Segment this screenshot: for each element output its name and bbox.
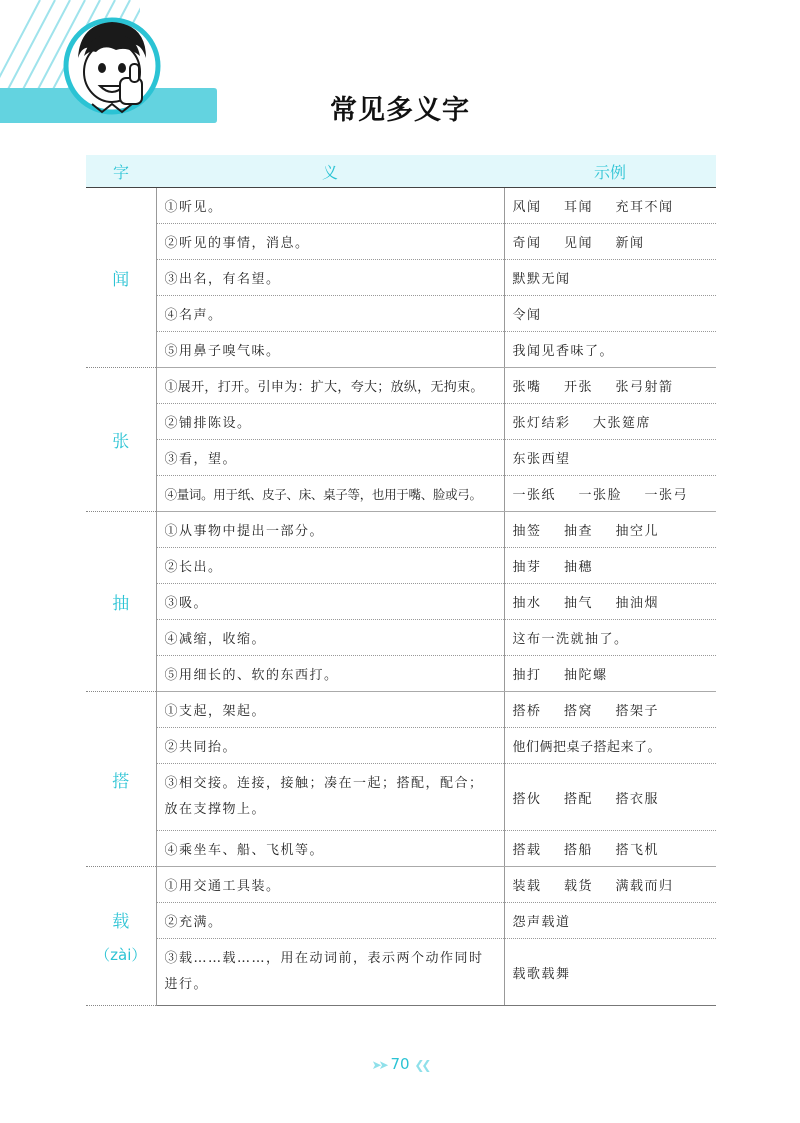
table-row <box>86 584 716 620</box>
table-row <box>86 260 716 296</box>
meaning-cell: ①支起，架起。 <box>156 692 504 728</box>
char-label: 抽 <box>112 594 130 614</box>
example-cell: 他们俩把桌子搭起来了。 <box>504 728 716 764</box>
table-row <box>86 764 716 831</box>
pinyin-label: （zài） <box>95 946 147 964</box>
meaning-cell: ③相交接。连接，接触；凑在一起；搭配，配合；放在支撑物上。 <box>156 764 504 831</box>
polysemy-table <box>86 155 716 1006</box>
example-cell: 张嘴 开张 张弓射箭 <box>504 368 716 404</box>
char-label: 闻 <box>112 270 130 290</box>
table-row <box>86 296 716 332</box>
char-cell <box>86 368 156 512</box>
table-row <box>86 512 716 548</box>
example-cell: 载歌载舞 <box>504 939 716 1006</box>
example-cell: 搭桥 搭窝 搭架子 <box>504 692 716 728</box>
table-row <box>86 692 716 728</box>
char-cell <box>86 512 156 692</box>
table-row <box>86 728 716 764</box>
meaning-cell: ③看，望。 <box>156 440 504 476</box>
chevron-left-icon: ❮❮ <box>414 1058 429 1072</box>
example-cell: 张灯结彩 大张筵席 <box>504 404 716 440</box>
example-cell: 这布一洗就抽了。 <box>504 620 716 656</box>
example-cell: 东张西望 <box>504 440 716 476</box>
table-row <box>86 404 716 440</box>
table-row <box>86 548 716 584</box>
meaning-cell: ④名声。 <box>156 296 504 332</box>
table-row <box>86 332 716 368</box>
example-cell: 怨声载道 <box>504 903 716 939</box>
example-cell: 抽打 抽陀螺 <box>504 656 716 692</box>
meaning-cell: ①从事物中提出一部分。 <box>156 512 504 548</box>
meaning-cell: ⑤用鼻子嗅气味。 <box>156 332 504 368</box>
header-zi: 字 <box>86 155 156 188</box>
meaning-cell: ①听见。 <box>156 188 504 224</box>
meaning-cell: ②充满。 <box>156 903 504 939</box>
table-row <box>86 867 716 903</box>
example-cell: 抽芽 抽穗 <box>504 548 716 584</box>
table-row <box>86 476 716 512</box>
meaning-cell: ③吸。 <box>156 584 504 620</box>
meaning-cell: ①展开，打开。引申为：扩大，夸大；放纵，无拘束。 <box>156 368 504 404</box>
meaning-cell: ②共同抬。 <box>156 728 504 764</box>
table-header-row <box>86 155 716 188</box>
char-cell <box>86 867 156 1006</box>
example-cell: 抽签 抽查 抽空儿 <box>504 512 716 548</box>
meaning-cell: ②听见的事情，消息。 <box>156 224 504 260</box>
meaning-cell: ③载……载……，用在动词前，表示两个动作同时进行。 <box>156 939 504 1006</box>
table-row <box>86 656 716 692</box>
page-number: 70 <box>390 1055 410 1073</box>
meaning-cell: ②长出。 <box>156 548 504 584</box>
chevron-right-icon: ➤➤ <box>371 1058 386 1072</box>
example-cell: 搭伙 搭配 搭衣服 <box>504 764 716 831</box>
example-cell: 装载 载货 满载而归 <box>504 867 716 903</box>
example-cell: 奇闻 见闻 新闻 <box>504 224 716 260</box>
meaning-cell: ④量词。用于纸、皮子、床、桌子等，也用于嘴、脸或弓。 <box>156 476 504 512</box>
example-cell: 搭载 搭船 搭飞机 <box>504 831 716 867</box>
char-label: 张 <box>112 432 130 452</box>
char-label: 载 <box>112 912 130 932</box>
example-cell: 令闻 <box>504 296 716 332</box>
table-row <box>86 368 716 404</box>
meaning-cell: ④乘坐车、船、飞机等。 <box>156 831 504 867</box>
char-cell <box>86 692 156 867</box>
meaning-cell: ①用交通工具装。 <box>156 867 504 903</box>
table-row <box>86 903 716 939</box>
table-row <box>86 620 716 656</box>
table-row <box>86 188 716 224</box>
table-row <box>86 831 716 867</box>
table-row <box>86 224 716 260</box>
example-cell: 抽水 抽气 抽油烟 <box>504 584 716 620</box>
meaning-cell: ⑤用细长的、软的东西打。 <box>156 656 504 692</box>
table-row <box>86 939 716 1006</box>
meaning-cell: ④减缩，收缩。 <box>156 620 504 656</box>
meaning-cell: ②铺排陈设。 <box>156 404 504 440</box>
header-shili: 示例 <box>504 155 716 188</box>
char-cell <box>86 188 156 368</box>
example-cell: 一张纸 一张脸 一张弓 <box>504 476 716 512</box>
meaning-cell: ③出名，有名望。 <box>156 260 504 296</box>
page-footer <box>0 1055 800 1073</box>
table-row <box>86 440 716 476</box>
example-cell: 我闻见香味了。 <box>504 332 716 368</box>
example-cell: 默默无闻 <box>504 260 716 296</box>
header-yi: 义 <box>156 155 504 188</box>
char-label: 搭 <box>112 771 130 792</box>
example-cell: 风闻 耳闻 充耳不闻 <box>504 188 716 224</box>
page-title: 常见多义字 <box>330 95 470 126</box>
